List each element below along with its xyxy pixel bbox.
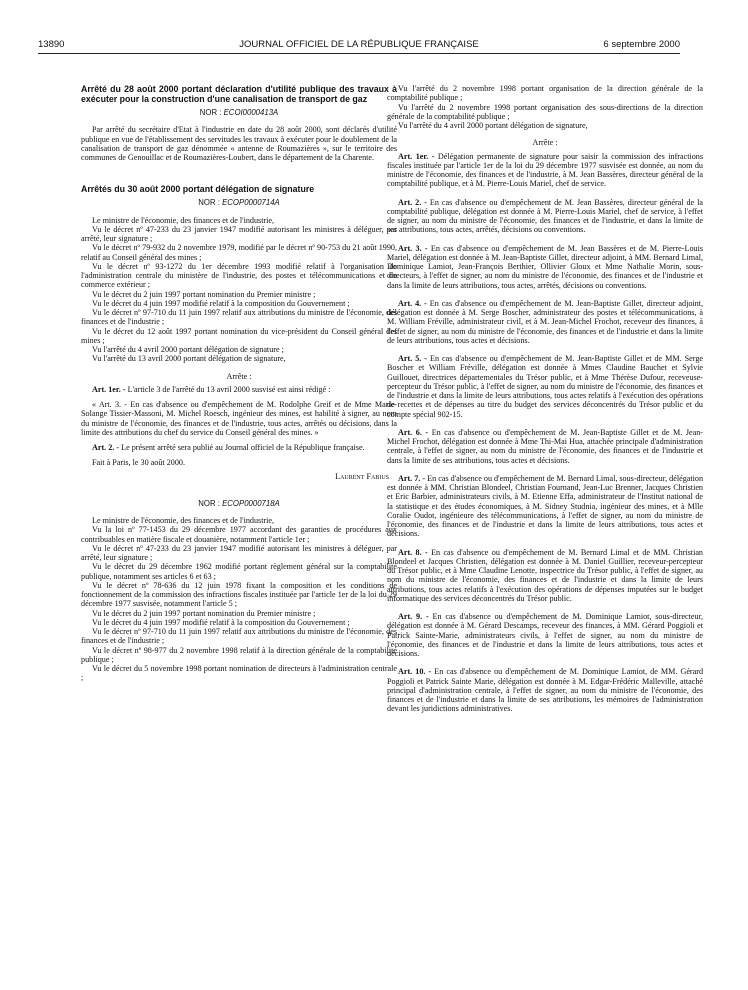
article-heading: Art. 5. - [398,354,428,363]
arrete-label: Arrête : [226,371,252,381]
visa-line: Vu le décret nº 98-977 du 2 novembre 1998 relatif à la direction générale de la comptabilité publique ; [81,645,397,664]
article-heading: Art. 4. - [398,298,427,308]
visa-line: Vu le décret nº 97-710 du 11 juin 1997 relatif aux attributions du ministre de l'économie, des finances et de l'industrie ; [81,308,397,327]
page-number: 13890 [38,39,65,50]
article [387,667,703,713]
article-heading: Art. 8. - [398,547,428,557]
article-text: En cas d'absence ou d'empêchement de M. Jean-Baptiste Gillet et de MM. Serge Boscher et William Fréville, délégation est donnée à Mmes Claudine Bauchet et Sylvie Guillouet, directrices départementales du Trésor public, et à Mme Thérèse Dufour, receveuse-percepteur du Trésor public, à l'effet de signer, au nom du ministre de l'économie, des finances et de l'industrie et dans la limite de leurs attributions, tous actes relatifs à l'exécution des opérations de recettes et de dépenses au titre du budget des services déconcentrés du Trésor public et du compte spécial 902-15. [387,354,703,419]
article-text: En cas d'absence ou d'empêchement de M. Jean Bassères, directeur général de la comptabilité publique, délégation est donnée à M. Pierre-Louis Mariel, chef de service, à l'effet de signer, au nom du ministre de l'économie, des finances et de l'industrie, et dans la limite de ses attributions, tous actes, arrêtés, décisions ou conventions. [387,197,703,235]
visa-line: Le ministre de l'économie, des finances et de l'industrie, [92,516,275,525]
article-heading: Art. 3. - [398,243,428,253]
signatory: Laurent Fabius [335,471,389,481]
visa-line: Vu l'arrêté du 2 novembre 1998 portant organisation de la direction générale de la comptabilité publique ; [387,84,703,103]
decree-2-article-1: Art. 1er. - L'article 3 de l'arrêté du 13 avril 2000 susvisé est ainsi rédigé : [92,384,331,394]
visa-line: Vu le décret nº 78-636 du 12 juin 1978 fixant la composition et les conditions de fonctionnement de la commission des infractions fiscales instituée par l'article 1er de la loi du 29 décembre 1977 susvisée, notamment l'article 5 ; [81,580,397,609]
visa-line: Vu l'arrêté du 4 avril 2000 portant délégation de signature, [398,121,588,130]
decree-2-nor: NOR : ECOP0000714A [198,198,280,208]
article-text: En cas d'absence ou d'empêchement de M. Bernard Limal et de MM. Christian Blondeel et Jacques Christien, délégation est donnée à M. Daniel Guillier, receveur-percepteur du Trésor public, et à Mme Claudine Lenotte, inspectrice du Trésor public, à l'effet de signer, au nom du ministre de l'économie, des finances et de l'industrie et dans la limite de leurs attributions, tous actes relatifs à l'exécution des opérations de dépenses imputées sur le budget informatique des services déconcentrés du Trésor public. [387,547,703,603]
visa-line: Vu le décret du 12 août 1997 portant nomination du vice-président du Conseil général des mines ; [81,326,397,345]
visa-line: Vu le décret du 2 juin 1997 portant nomination du Premier ministre ; [92,289,316,299]
decree-1-nor: NOR : ECOI0000413A [199,108,279,117]
article [387,198,703,235]
article-text: En cas d'absence ou d'empêchement de M. Jean-Baptiste Gillet et de M. Jean-Michel Frochot, délégation est donnée à Mme Thi-Mai Hua, attachée principale d'administration centrale, à l'effet de signer, au nom du ministre de l'économie, des finances et de l'industrie et dans la limite de ses attributions, tous actes et décisions. [387,427,703,465]
article-text: En cas d'absence ou d'empêchement de M. Dominique Lamiot, sous-directeur, délégation est donnée à M. Gérard Descamps, receveur des finances, à MM. Gérard Poggioli et Patrick Sainte-Marie, administrateurs civils, à l'effet de signer, au nom du ministre de l'économie, des finances et de l'industrie et dans la limite de leurs attributions, tous actes et décisions. [387,612,703,658]
article-text: En cas d'absence ou d'empêchement de M. Dominique Lamiot, de MM. Gérard Poggioli et Patrick Sainte Marie, délégation est donnée à M. Edgar-Frédéric Malleville, attaché principal d'administration centrale, à l'effet de signer, au nom du ministre de l'économie, des finances et de l'industrie et dans la limite de ses attributions, les mémoires de l'administration devant les juridictions administratives. [387,667,704,714]
article-heading: Art. 1er. - [398,151,435,161]
visa-line: Vu le décret du 2 juin 1997 portant nomination du Premier ministre ; [92,608,316,618]
decree-2-article-2: Art. 2. - Le présent arrêté sera publié au Journal officiel de la République française. [92,443,365,452]
article [387,354,703,419]
decree-3-nor: NOR : ECOP0000718A [198,498,280,508]
journal-title: JOURNAL OFFICIEL DE LA RÉPUBLIQUE FRANÇAISE [239,39,479,50]
article [387,152,703,189]
visa-line: Vu le décret nº 47-233 du 23 janvier 1947 modifié autorisant les ministres à déléguer, par arrêté, leur signature ; [81,224,397,243]
visa-line: Vu le décret du 29 décembre 1962 modifié portant règlement général sur la comptabilité publique, notamment ses articles 6 et 63 ; [81,562,397,581]
right-column [387,84,703,714]
article-heading: Art. 10. - [398,667,432,677]
article-text: Délégation permanente de signature pour saisir la commission des infractions fiscales instituée par l'article 1er de la loi du 29 décembre 1977 susvisée est donnée, au nom du ministre de l'économie, des finances et de l'industrie, à M. Jean Bassères, directeur général de la comptabilité publique, et à M. Pierre-Louis Mariel, chef de service. [387,151,703,189]
left-column [81,84,397,683]
article-heading: Art. 6. - [398,427,429,437]
decree-2-article-3-text: « Art. 3. - En cas d'absence ou d'empêchement de M. Rodolphe Greif et de Mme Marie-Solange Tissier-Massoni, M. Michel Roesch, ingénieur des mines, est habilité à signer, au nom du ministre de l'économie, des finances et de l'industrie, tous actes, arrêtés ou décisions, dans la limite des attributions du chef du service du Conseil général des mines. » [81,400,397,437]
visa-line: Vu le décret nº 47-233 du 23 janvier 1947 modifié autorisant les ministres à déléguer, par arrêté, leur signature ; [81,543,397,562]
page-header [38,39,680,54]
issue-date: 6 septembre 2000 [603,39,680,50]
decree-3-nor-code: ECOP0000718A [222,498,280,508]
article [387,474,703,539]
article-heading: Art. 2. - [398,197,427,207]
article [387,299,703,345]
visa-line: Le ministre de l'économie, des finances et de l'industrie, [92,215,275,225]
article [387,244,703,290]
decree-1-nor-code: ECOI0000413A [223,108,279,117]
decree-2-visas [81,216,397,364]
visa-line: Vu le décret nº 79-932 du 2 novembre 1979, modifié par le décret nº 90-753 du 21 août 1990, relatif au Conseil général des mines ; [81,243,397,262]
visa-line: Vu le décret du 4 juin 1997 modifié relatif à la composition du Gouvernement ; [92,617,350,627]
article-heading: Art. 7. - [398,473,426,483]
visa-line: Vu la loi nº 77-1453 du 29 décembre 1977 accordant des garanties de procédures aux contribuables en matière fiscale et douanière, notamment l'article 1er ; [81,525,397,544]
signature-place-date: Fait à Paris, le 30 août 2000. [92,458,185,468]
decree-3-articles [387,152,703,714]
decree-1-body: Par arrêté du secrétaire d'Etat à l'industrie en date du 28 août 2000, sont déclarés d'utilité publique en vue de l'établissement des servitudes les travaux à exécuter pour le doublement de la canalisation de transport de gaz dénommée « antenne de Roumazières », sur le territoire des communes de Genouillac et de Roumazières-Loubert, dans le département de la Charente. [81,125,397,162]
visa-line: Vu le décret du 5 novembre 1998 portant nomination de directeurs à l'administration centrale ; [81,664,397,683]
visa-line: Vu le décret du 4 juin 1997 modifié relatif à la composition du Gouvernement ; [92,298,350,308]
decree-1-title: Arrêté du 28 août 2000 portant déclaration d'utilité publique des travaux à exécuter pour la construction d'une canalisation de transport de gaz [81,84,397,104]
visa-line: Vu le décret nº 93-1272 du 1er décembre 1993 modifié relatif à l'organisation de l'administration centrale du ministère de l'industrie, des postes et télécommunications et du commerce extérieur ; [81,261,397,290]
decree-2-title: Arrêtés du 30 août 2000 portant délégation de signature [81,184,315,195]
article-text: En cas d'absence ou d'empêchement de M. Bernard Limal, sous-directeur, délégation est donnée à MM. Christian Blondeel, Christian Fournand, Jean-Luc Brenner, Jacques Christien et Eric Barbier, administrateurs civils, à M. Etienne Effa, administrateur de l'Institut national de la statistique et des études économiques, à M. Sidney Studnia, ingénieur des mines, et à Mlle Coralie Oudot, ingénieure des télécommunications, à l'effet de signer, au nom du ministre de l'économie, des finances et de l'industrie et dans la limite de leurs attributions, tous actes et décisions. [387,473,704,539]
article [387,428,703,465]
arrete-label-right: Arrête : [532,138,558,148]
visa-line: Vu l'arrêté du 4 avril 2000 portant délégation de signature ; [92,345,284,354]
article [387,612,703,658]
decree-2-nor-code: ECOP0000714A [222,198,280,208]
article-text: En cas d'absence ou d'empêchement de M. Jean Bassères et de M. Pierre-Louis Mariel, délégation est donnée à M. Jean-Baptiste Gillet, directeur adjoint, à MM. Bernard Limal, Dominique Lamiot, Jean-François Berthier, Ollivier Gloux et Mme Nathalie Morin, sous-directeurs, à l'effet de signer, au nom du ministre de l'économie, des finances et de l'industrie et dans la limite de leurs attributions, tous actes, arrêtés, décisions ou conventions. [387,243,703,290]
article-heading: Art. 9. - [398,612,429,621]
visa-line: Vu l'arrêté du 2 novembre 1998 portant organisation des sous-directions de la direction générale de la comptabilité publique ; [387,102,703,121]
article [387,548,703,604]
decree-3-visas-continued [387,84,703,130]
decree-3-visas [81,516,397,683]
article-text: En cas d'absence ou d'empêchement de M. Jean-Baptiste Gillet, directeur adjoint, délégation est donnée à M. Serge Boscher, administrateur des postes et télécommunications, à M. William Fréville, administrateur civil, et à M. Jean-Michel Frochot, receveur des finances, à l'effet de signer, au nom du ministre de l'économie, des finances et de l'industrie et dans la limite de leurs attributions, tous actes et décisions. [387,298,704,345]
visa-line: Vu l'arrêté du 13 avril 2000 portant délégation de signature, [92,354,286,364]
visa-line: Vu le décret nº 97-710 du 11 juin 1997 relatif aux attributions du ministre de l'économie, des finances et de l'industrie ; [81,627,397,646]
